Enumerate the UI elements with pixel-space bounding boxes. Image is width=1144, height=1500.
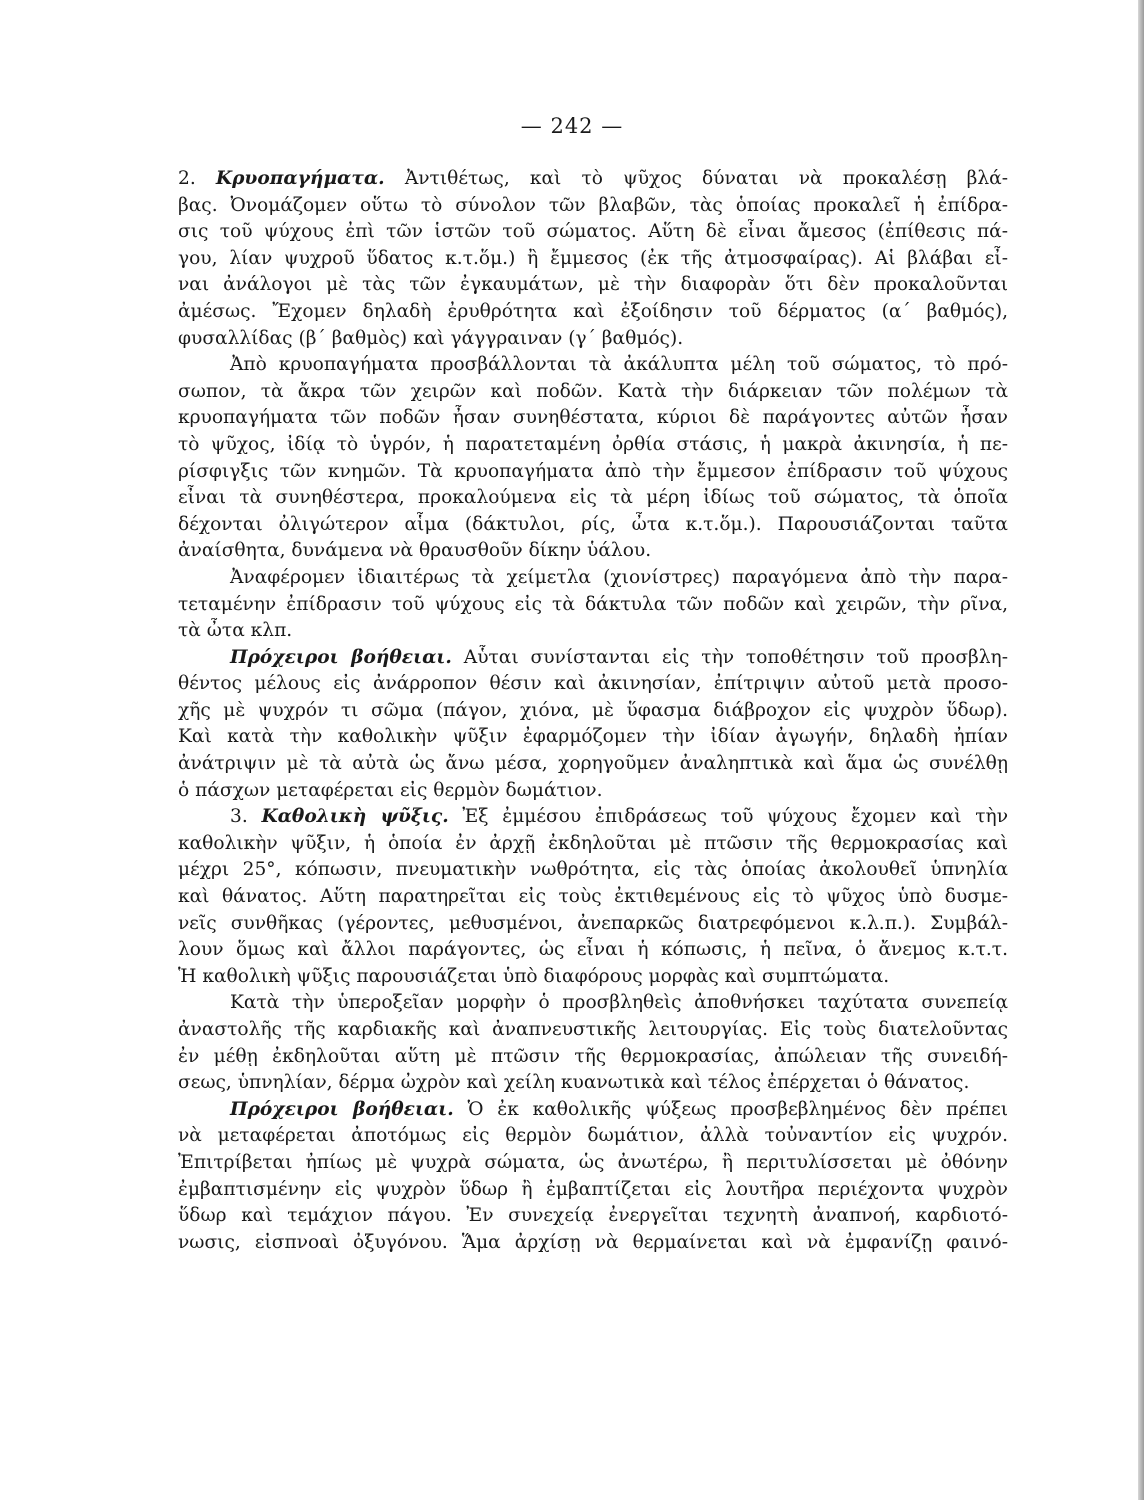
body-text: [178, 166, 1008, 1256]
text-line: [178, 1017, 1008, 1044]
text-line: [178, 724, 1008, 751]
section-number: 3.: [230, 806, 262, 828]
paragraph: [178, 804, 1008, 990]
paragraph: [178, 352, 1008, 565]
line-text: ὕδωρ καὶ τεμάχιον πάγου. Ἐν συνεχείᾳ ἐνεργεῖται τεχνητὴ ἀναπνοή, καρδιοτό-: [178, 1205, 1008, 1227]
text-line: [178, 831, 1008, 858]
text-line: [178, 459, 1008, 486]
text-line: [178, 485, 1008, 512]
text-line: [178, 1097, 1008, 1124]
page-edge-shadow: [1138, 0, 1144, 1500]
line-text: χῆς μὲ ψυχρόν τι σῶμα (πάγον, χιόνα, μὲ ὕφασμα διάβροχον εἰς ψυχρὸν ὕδωρ).: [178, 699, 1008, 721]
text-line: [178, 1123, 1008, 1150]
line-text: ναι ἀνάλογοι μὲ τὰς τῶν ἐγκαυμάτων, μὲ τὴν διαφορὰν ὅτι δὲν προκαλοῦνται: [178, 274, 1008, 296]
text-line: [178, 698, 1008, 725]
line-text: φυσαλλίδας (β΄ βαθμὸς) καὶ γάγγραιναν (γ΄ βαθμός).: [178, 327, 684, 349]
line-text: καθολικὴν ψῦξιν, ἡ ὁποία ἐν ἀρχῇ ἐκδηλοῦται μὲ πτῶσιν τῆς θερμοκρασίας καὶ: [178, 832, 1008, 854]
line-text: σωπον, τὰ ἄκρα τῶν χειρῶν καὶ ποδῶν. Κατὰ τὴν διάρκειαν τῶν πολέμων τὰ: [178, 380, 1008, 402]
line-text: ἀναστολῆς τῆς καρδιακῆς καὶ ἀναπνευστικῆς λειτουργίας. Εἰς τοὺς διατελοῦντας: [178, 1019, 1008, 1040]
text-line: [178, 884, 1008, 911]
text-line: [178, 592, 1008, 619]
line-text: ἐμβαπτισμένην εἰς ψυχρὸν ὕδωρ ἢ ἐμβαπτίζεται εἰς λουτῆρα περιέχοντα ψυχρὸν: [178, 1178, 1008, 1200]
line-text: νωσις, εἰσπνοαὶ ὀξυγόνου. Ἅμα ἀρχίσῃ νὰ θερμαίνεται καὶ νὰ ἐμφανίζῃ φαινό-: [178, 1231, 1008, 1253]
line-text: τὸ ψῦχος, ἰδίᾳ τὸ ὑγρόν, ἡ παρατεταμένη ὀρθία στάσις, ἡ μακρὰ ἀκινησία, ἡ πε-: [178, 433, 1008, 455]
line-text: Ἀπὸ κρυοπαγήματα προσβάλλονται τὰ ἀκάλυπτα μέλη τοῦ σώματος, τὸ πρό-: [230, 354, 1008, 376]
text-line: [178, 937, 1008, 964]
line-text: τὰ ὦτα κλπ.: [178, 620, 293, 642]
line-text: σεως, ὑπνηλίαν, δέρμα ὠχρὸν καὶ χείλη κυανωτικὰ καὶ τέλος ἐπέρχεται ὁ θάνατος.: [178, 1072, 970, 1094]
section-number: 2.: [178, 168, 216, 189]
text-line: [178, 432, 1008, 459]
text-line: [178, 272, 1008, 299]
text-line: [178, 778, 1008, 805]
text-line: [178, 512, 1008, 539]
line-text: μέχρι 25°, κόπωσιν, πνευματικὴν νωθρότητα, εἰς τὰς ὁποίας ἀκολουθεῖ ὑπνηλία: [178, 859, 1008, 881]
paragraph: [178, 166, 1008, 352]
line-text: Ἐπιτρίβεται ἠπίως μὲ ψυχρὰ σώματα, ὡς ἀνωτέρω, ἢ περιτυλίσσεται μὲ ὀθόνην: [178, 1151, 1008, 1173]
text-line: [178, 246, 1008, 273]
line-text: νεῖς συνθῆκας (γέροντες, μεθυσμένοι, ἀνεπαρκῶς διατρεφόμενοι κ.λ.π.). Συμβάλ-: [178, 912, 1008, 934]
section-heading: Πρόχειροι βοήθειαι.: [230, 646, 452, 668]
line-text: ἀμέσως. Ἔχομεν δηλαδὴ ἐρυθρότητα καὶ ἐξοίδησιν τοῦ δέρματος (α΄ βαθμός),: [178, 300, 1008, 322]
line-text: βας. Ὀνομάζομεν οὕτω τὸ σύνολον τῶν βλαβῶν, τὰς ὁποίας προκαλεῖ ἡ ἐπίδρα-: [178, 194, 1008, 216]
text-line: [178, 565, 1008, 592]
text-line: [178, 299, 1008, 326]
paragraph: [178, 565, 1008, 645]
text-line: [178, 804, 1008, 831]
text-line: [178, 964, 1008, 991]
line-text: Ἡ καθολικὴ ψῦξις παρουσιάζεται ὑπὸ διαφόρους μορφὰς καὶ συμπτώματα.: [178, 965, 890, 987]
line-text: Ὁ ἐκ καθολικῆς ψύξεως προσβεβλημένος δὲν πρέπει: [453, 1098, 1008, 1120]
line-text: σις τοῦ ψύχους ἐπὶ τῶν ἱστῶν τοῦ σώματος. Αὕτη δὲ εἶναι ἄμεσος (ἐπίθεσις πά-: [178, 221, 1008, 243]
text-line: [178, 352, 1008, 379]
line-text: ρίσφιγξις τῶν κνημῶν. Τὰ κρυοπαγήματα ἀπὸ τὴν ἔμμεσον ἐπίδρασιν τοῦ ψύχους: [178, 460, 1008, 482]
text-line: [178, 911, 1008, 938]
text-line: [178, 326, 1008, 353]
paragraph: [178, 990, 1008, 1096]
text-line: [178, 618, 1008, 645]
line-text: Ἀναφέρομεν ἰδιαιτέρως τὰ χείμετλα (χιονίστρες) παραγόμενα ἀπὸ τὴν παρα-: [230, 566, 1008, 588]
text-line: [178, 379, 1008, 406]
text-line: [178, 1230, 1008, 1257]
line-text: ἀναίσθητα, δυνάμενα νὰ θραυσθοῦν δίκην ὑάλου.: [178, 540, 652, 562]
line-text: λουν ὅμως καὶ ἄλλοι παράγοντες, ὡς εἶναι ἡ κόπωσις, ἡ πεῖνα, ὁ ἄνεμος κ.τ.τ.: [178, 939, 1008, 961]
text-line: [178, 751, 1008, 778]
text-line: [178, 645, 1008, 672]
line-text: ἀνάτριψιν μὲ τὰ αὐτὰ ὡς ἄνω μέσα, χορηγοῦμεν ἀναληπτικὰ καὶ ἅμα ὡς συνέλθῃ: [178, 753, 1008, 775]
text-line: [178, 1044, 1008, 1071]
section-heading: Καθολικὴ ψῦξις.: [261, 806, 449, 828]
line-text: δέχονται ὀλιγώτερον αἷμα (δάκτυλοι, ρίς, ὦτα κ.τ.ὅμ.). Παρουσιάζονται ταῦτα: [178, 513, 1008, 535]
line-text: ἐν μέθῃ ἐκδηλοῦται αὕτη μὲ πτῶσιν τῆς θερμοκρασίας, ἀπώλειαν τῆς συνειδή-: [178, 1045, 1008, 1067]
text-line: [178, 1203, 1008, 1230]
text-line: [178, 1177, 1008, 1204]
text-line: [178, 1150, 1008, 1177]
text-line: [178, 990, 1008, 1017]
line-text: γου, λίαν ψυχροῦ ὕδατος κ.τ.ὅμ.) ἢ ἔμμεσος (ἐκ τῆς ἀτμοσφαίρας). Αἱ βλάβαι εἶ-: [178, 247, 1008, 269]
paragraph: [178, 1097, 1008, 1257]
line-text: κρυοπαγήματα τῶν ποδῶν ἦσαν συνηθέστατα, κύριοι δὲ παράγοντες αὐτῶν ἦσαν: [178, 407, 1008, 429]
text-line: [178, 857, 1008, 884]
line-text: Αὗται συνίστανται εἰς τὴν τοποθέτησιν τοῦ προσβλη-: [451, 646, 1008, 668]
text-line: [178, 405, 1008, 432]
line-text: νὰ μεταφέρεται ἀποτόμως εἰς θερμὸν δωμάτιον, ἀλλὰ τοὐναντίον εἰς ψυχρόν.: [178, 1125, 1008, 1147]
page-number: — 242 —: [520, 114, 624, 138]
line-text: θέντος μέλους εἰς ἀνάρροπον θέσιν καὶ ἀκινησίαν, ἐπίτριψιν αὐτοῦ μετὰ προσο-: [178, 673, 1008, 695]
line-text: Ἀντιθέτως, καὶ τὸ ψῦχος δύναται νὰ προκαλέσῃ βλά-: [384, 168, 1008, 189]
line-text: εἶναι τὰ συνηθέστερα, προκαλούμενα εἰς τὰ μέρη ἰδίως τοῦ σώματος, τὰ ὁποῖα: [178, 487, 1008, 509]
paragraph: [178, 645, 1008, 805]
text-line: [178, 1070, 1008, 1097]
text-line: [178, 219, 1008, 246]
section-heading: Κρυοπαγήματα.: [215, 168, 385, 189]
text-line: [178, 671, 1008, 698]
line-text: Κατὰ τὴν ὑπεροξεῖαν μορφὴν ὁ προσβληθεὶς ἀποθνήσκει ταχύτατα συνεπείᾳ: [230, 992, 1008, 1014]
text-line: [178, 193, 1008, 220]
text-line: [178, 538, 1008, 565]
line-text: ὁ πάσχων μεταφέρεται εἰς θερμὸν δωμάτιον.: [178, 779, 603, 801]
text-line: [178, 166, 1008, 193]
line-text: Καὶ κατὰ τὴν καθολικὴν ψῦξιν ἐφαρμόζομεν τὴν ἰδίαν ἀγωγήν, δηλαδὴ ἠπίαν: [178, 726, 1008, 748]
line-text: καὶ θάνατος. Αὕτη παρατηρεῖται εἰς τοὺς ἐκτιθεμένους εἰς τὸ ψῦχος ὑπὸ δυσμε-: [178, 886, 1008, 908]
section-heading: Πρόχειροι βοήθειαι.: [230, 1098, 454, 1120]
line-text: τεταμένην ἐπίδρασιν τοῦ ψύχους εἰς τὰ δάκτυλα τῶν ποδῶν καὶ χειρῶν, τὴν ρῖνα,: [178, 593, 1008, 615]
line-text: Ἐξ ἐμμέσου ἐπιδράσεως τοῦ ψύχους ἔχομεν καὶ τὴν: [448, 806, 1008, 828]
